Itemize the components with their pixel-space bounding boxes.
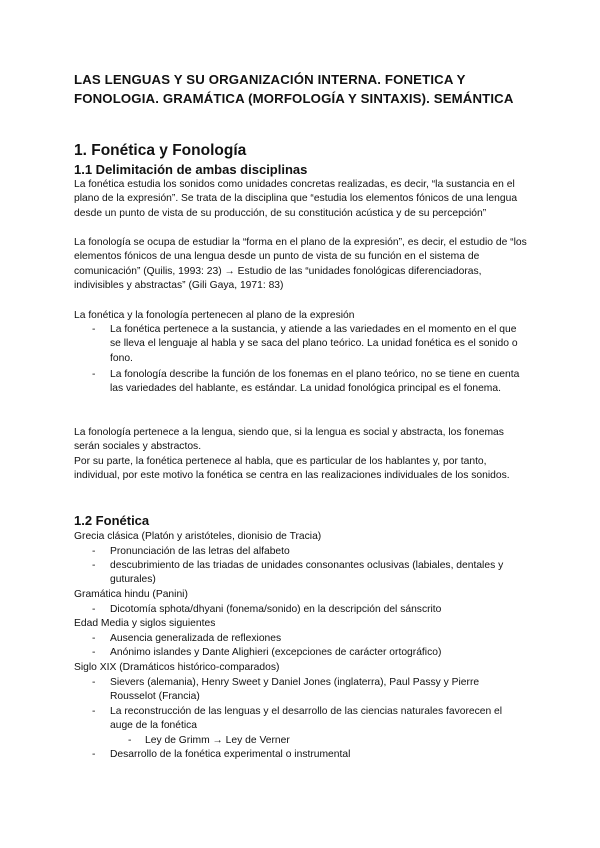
paragraph-habla: Por su parte, la fonética pertenece al habla, que es particular de los hablantes y, por tanto, individual, por este motivo la fonética se centra en las realizaciones individuales de los sonidos. [74,456,510,482]
list-subitem: Ley de Grimm → Ley de Verner [145,735,290,746]
list-item: La reconstrucción de las lenguas y el desarrollo de las ciencias naturales favorecen el auge de la fonética [110,706,503,732]
list-dash: - [92,677,96,688]
period-medieval: Edad Media y siglos siguientes [74,618,216,629]
period-siglo-xix: Siglo XIX (Dramáticos histórico-comparados) [74,662,280,673]
subsection-heading-delimitacion: 1.1 Delimitación de ambas disciplinas [74,162,308,177]
list-dash: - [128,735,132,746]
document-title: LAS LENGUAS Y SU ORGANIZACIÓN INTERNA. FONETICA Y FONOLOGIA. GRAMÁTICA (MORFOLOGÍA Y SINTAXIS). SEMÁNTICA [74,72,514,106]
section-heading-fonetica-fonologia: 1. Fonética y Fonología [74,142,247,159]
paragraph-lengua: La fonología pertenece a la lengua, siendo que, si la lengua es social y abstracta, los fonemas serán sociales y abstractos. [74,427,504,453]
list-item: La fonología describe la función de los fonemas en el plano teórico, no se tiene en cuenta las variedades del hablante, es estándar. La unidad fonológica principal es el fonema. [110,369,520,395]
list-item: descubrimiento de las triadas de unidades consonantes oclusivas (labiales, dentales y guturales) [110,560,504,586]
subsection-heading-fonetica: 1.2 Fonética [74,513,150,528]
paragraph-fonetica: La fonética estudia los sonidos como unidades concretas realizadas, es decir, “la sustancia en el plano de la expresión”. Se trata de la disciplina que “estudia los elementos fónicos de una lengua desde un punto de vista de su producción, de su constitución acústica y de su percepción” [74,179,518,219]
list-dash: - [92,647,96,658]
list-item: Sievers (alemania), Henry Sweet y Daniel Jones (inglaterra), Paul Passy y Pierre Rousselot (Francia) [110,677,480,703]
period-greece: Grecia clásica (Platón y aristóteles, dionisio de Tracia) [74,531,322,542]
list-item: Anónimo islandes y Dante Alighieri (excepciones de carácter ortográfico) [110,647,442,658]
list-dash: - [92,706,96,717]
paragraph-fonologia: La fonología se ocupa de estudiar la “forma en el plano de la expresión”, es decir, el estudio de “los elementos fónicos de una lengua desde un punto de vista de su función en el sistema de comunicación” (Quilis, 1993: 23) → Estudio de las “unidades fonológicas diferenciadoras, indivisibles y abstractas” (Gili Gaya, 1971: 83) [74,237,527,291]
list-dash: - [92,560,96,571]
list-item: Dicotomía sphota/dhyani (fonema/sonido) en la descripción del sánscrito [110,604,442,615]
list-item: Ausencia generalizada de reflexiones [110,633,282,644]
list-item: Pronunciación de las letras del alfabeto [110,546,290,557]
list-dash: - [92,633,96,644]
paragraph-plano-expresion: La fonética y la fonología pertenecen al plano de la expresión [74,310,355,321]
list-dash: - [92,369,96,380]
list-dash: - [92,546,96,557]
list-item: La fonética pertenece a la sustancia, y atiende a las variedades en el momento en el que se lleva el lenguaje al habla y se saca del plano teórico. La unidad fonética es el sonido o fono. [110,324,518,364]
period-hindu: Gramática hindu (Panini) [74,589,188,600]
list-dash: - [92,324,96,335]
list-dash: - [92,749,96,760]
list-item: Desarrollo de la fonética experimental o instrumental [110,749,351,760]
list-dash: - [92,604,96,615]
